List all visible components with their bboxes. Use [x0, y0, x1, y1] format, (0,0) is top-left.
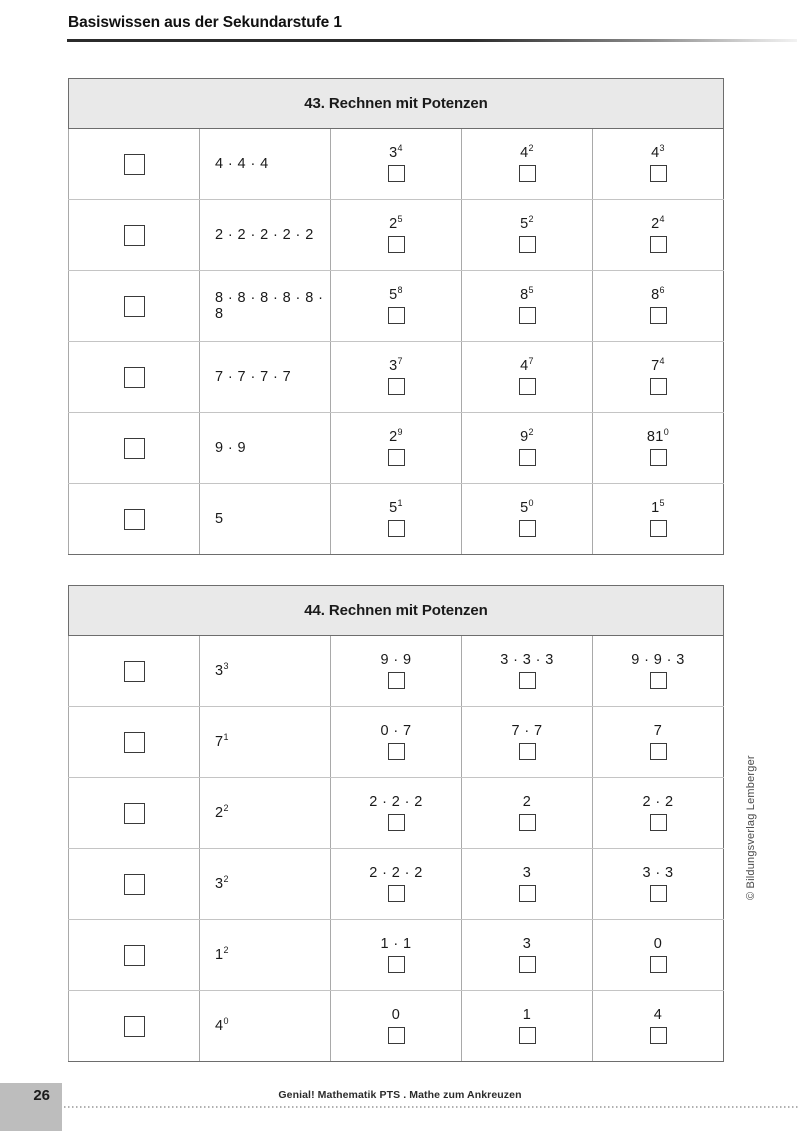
option-cell[interactable]: [593, 707, 724, 778]
option-stack: [462, 724, 592, 761]
row-checkbox[interactable]: [124, 367, 145, 388]
option-cell[interactable]: [593, 991, 724, 1062]
option-text: 3: [522, 864, 532, 881]
term-cell: [200, 920, 331, 991]
term-cell: [200, 849, 331, 920]
row-select-cell: [69, 200, 200, 271]
option-stack: [593, 142, 723, 183]
option-cell[interactable]: [593, 636, 724, 707]
option-checkbox[interactable]: [388, 743, 405, 760]
term-text: 7 · 7 · 7 · 7: [215, 369, 292, 385]
copyright-notice: © Bildungsverlag Lemberger: [745, 755, 757, 900]
option-text: 0: [653, 935, 663, 952]
option-checkbox[interactable]: [650, 520, 667, 537]
option-cell[interactable]: [331, 200, 462, 271]
option-checkbox[interactable]: [650, 1027, 667, 1044]
option-stack: [462, 497, 592, 538]
option-stack: [462, 866, 592, 903]
row-select-cell: [69, 920, 200, 991]
exercise-rows-43: [69, 129, 724, 555]
option-stack: [593, 426, 723, 467]
option-stack: [593, 284, 723, 325]
option-checkbox[interactable]: [519, 672, 536, 689]
option-cell[interactable]: [331, 342, 462, 413]
term-text: $2^2$: [215, 803, 229, 821]
row-checkbox[interactable]: [124, 945, 145, 966]
option-stack: [331, 355, 461, 396]
option-cell[interactable]: [462, 778, 593, 849]
option-stack: [331, 284, 461, 325]
table-row: [69, 991, 724, 1062]
page-number: 26: [33, 1087, 50, 1104]
option-stack: [593, 795, 723, 832]
option-stack: [462, 142, 592, 183]
option-cell[interactable]: [331, 271, 462, 342]
option-checkbox[interactable]: [650, 236, 667, 253]
term-cell: [200, 413, 331, 484]
option-text: 2: [522, 793, 532, 810]
term-cell: [200, 342, 331, 413]
option-cell[interactable]: [462, 129, 593, 200]
option-cell[interactable]: [593, 342, 724, 413]
option-checkbox[interactable]: [650, 672, 667, 689]
option-stack: [462, 284, 592, 325]
option-checkbox[interactable]: [388, 672, 405, 689]
page-header: [68, 14, 800, 42]
table-row: [69, 636, 724, 707]
row-select-cell: [69, 484, 200, 555]
term-text: 4 · 4 · 4: [215, 156, 269, 172]
option-checkbox[interactable]: [519, 236, 536, 253]
row-select-cell: [69, 636, 200, 707]
table-row: [69, 849, 724, 920]
row-select-cell: [69, 129, 200, 200]
option-text: $4^2$: [520, 142, 534, 161]
option-text: 3 · 3 · 3: [500, 651, 554, 668]
term-text: $1^2$: [215, 945, 229, 963]
option-text: 1 · 1: [380, 935, 412, 952]
row-select-cell: [69, 778, 200, 849]
option-checkbox[interactable]: [519, 1027, 536, 1044]
row-checkbox[interactable]: [124, 154, 145, 175]
exercise-rows-44: [69, 636, 724, 1062]
option-stack: [593, 1008, 723, 1045]
table-row: [69, 129, 724, 200]
option-text: $3^4$: [389, 142, 403, 161]
option-cell[interactable]: [462, 271, 593, 342]
option-checkbox[interactable]: [388, 307, 405, 324]
footer-caption: Genial! Mathematik PTS . Mathe zum Ankreuzen: [278, 1089, 522, 1101]
row-checkbox[interactable]: [124, 661, 145, 682]
option-text: $2^5$: [389, 213, 403, 232]
option-stack: [331, 1008, 461, 1045]
option-stack: [331, 426, 461, 467]
option-cell[interactable]: [331, 778, 462, 849]
option-stack: [593, 213, 723, 254]
option-cell[interactable]: [593, 129, 724, 200]
term-text: $7^1$: [215, 732, 229, 750]
option-text: 7: [653, 722, 663, 739]
option-text: $7^4$: [651, 355, 665, 374]
option-checkbox[interactable]: [519, 814, 536, 831]
table-row: [69, 413, 724, 484]
term-cell: [200, 991, 331, 1062]
term-cell: [200, 129, 331, 200]
row-checkbox[interactable]: [124, 225, 145, 246]
exercise-title-43: 43. Rechnen mit Potenzen: [69, 79, 724, 129]
option-checkbox[interactable]: [388, 956, 405, 973]
table-row: [69, 271, 724, 342]
option-stack: [593, 866, 723, 903]
row-select-cell: [69, 849, 200, 920]
table-header-row: [69, 586, 724, 636]
option-cell[interactable]: [593, 778, 724, 849]
option-text: 7 · 7: [511, 722, 543, 739]
option-text: 9 · 9: [380, 651, 412, 668]
option-stack: [593, 724, 723, 761]
option-text: 4: [653, 1006, 663, 1023]
option-cell[interactable]: [462, 200, 593, 271]
term-cell: [200, 707, 331, 778]
term-text: 8 · 8 · 8 · 8 · 8 · 8: [215, 290, 324, 322]
option-stack: [593, 937, 723, 974]
option-checkbox[interactable]: [519, 307, 536, 324]
option-cell[interactable]: [462, 413, 593, 484]
table-row: [69, 778, 724, 849]
option-checkbox[interactable]: [388, 165, 405, 182]
exercise-block-44: [68, 585, 724, 1062]
header-divider-rule: [67, 39, 797, 42]
row-select-cell: [69, 271, 200, 342]
option-cell[interactable]: [462, 849, 593, 920]
option-text: 2 · 2 · 2: [369, 793, 423, 810]
option-text: $8^6$: [651, 284, 665, 303]
option-cell[interactable]: [593, 271, 724, 342]
option-stack: [462, 1008, 592, 1045]
term-cell: [200, 484, 331, 555]
exercise-title-44: 44. Rechnen mit Potenzen: [69, 586, 724, 636]
option-cell[interactable]: [331, 413, 462, 484]
term-cell: [200, 636, 331, 707]
option-cell[interactable]: [331, 991, 462, 1062]
row-checkbox[interactable]: [124, 1016, 145, 1037]
term-cell: [200, 271, 331, 342]
option-text: 0: [391, 1006, 401, 1023]
option-stack: [462, 213, 592, 254]
exercise-table-43: [68, 78, 724, 555]
option-checkbox[interactable]: [650, 307, 667, 324]
option-text: $5^0$: [520, 497, 534, 516]
option-checkbox[interactable]: [650, 378, 667, 395]
table-row: [69, 200, 724, 271]
option-checkbox[interactable]: [388, 520, 405, 537]
option-cell[interactable]: [331, 484, 462, 555]
option-cell[interactable]: [593, 920, 724, 991]
option-checkbox[interactable]: [650, 814, 667, 831]
option-cell[interactable]: [593, 413, 724, 484]
option-cell[interactable]: [462, 920, 593, 991]
option-text: $4^7$: [520, 355, 534, 374]
option-checkbox[interactable]: [519, 520, 536, 537]
option-checkbox[interactable]: [650, 956, 667, 973]
option-stack: [331, 213, 461, 254]
term-text: 2 · 2 · 2 · 2 · 2: [215, 227, 314, 243]
option-checkbox[interactable]: [650, 449, 667, 466]
option-text: 3 · 3: [642, 864, 674, 881]
option-cell[interactable]: [462, 991, 593, 1062]
option-stack: [331, 866, 461, 903]
page-title: Basiswissen aus der Sekundarstufe 1: [68, 14, 342, 31]
table-row: [69, 707, 724, 778]
option-stack: [593, 497, 723, 538]
option-checkbox[interactable]: [519, 956, 536, 973]
term-cell: [200, 200, 331, 271]
option-cell[interactable]: [462, 342, 593, 413]
option-cell[interactable]: [331, 636, 462, 707]
option-stack: [331, 795, 461, 832]
option-stack: [331, 497, 461, 538]
footer-dotted-rule: [0, 1106, 800, 1108]
option-stack: [462, 653, 592, 690]
row-checkbox[interactable]: [124, 803, 145, 824]
option-cell[interactable]: [331, 920, 462, 991]
option-text: $8^5$: [520, 284, 534, 303]
option-checkbox[interactable]: [650, 743, 667, 760]
option-checkbox[interactable]: [650, 885, 667, 902]
option-text: 0 · 7: [380, 722, 412, 739]
option-text: $5^1$: [389, 497, 403, 516]
option-text: $2^4$: [651, 213, 665, 232]
term-text: $3^3$: [215, 661, 229, 679]
option-checkbox[interactable]: [388, 814, 405, 831]
term-cell: [200, 778, 331, 849]
option-stack: [331, 937, 461, 974]
option-checkbox[interactable]: [388, 378, 405, 395]
option-text: $4^3$: [651, 142, 665, 161]
option-checkbox[interactable]: [519, 378, 536, 395]
option-stack: [331, 724, 461, 761]
option-cell[interactable]: [331, 129, 462, 200]
row-checkbox[interactable]: [124, 874, 145, 895]
term-text: $4^0$: [215, 1016, 229, 1034]
option-checkbox[interactable]: [519, 743, 536, 760]
option-stack: [462, 426, 592, 467]
option-stack: [462, 795, 592, 832]
row-select-cell: [69, 342, 200, 413]
option-text: $2^9$: [389, 426, 403, 445]
option-stack: [462, 937, 592, 974]
option-text: $9^2$: [520, 426, 534, 445]
row-checkbox[interactable]: [124, 438, 145, 459]
option-text: 3: [522, 935, 532, 952]
option-cell[interactable]: [593, 849, 724, 920]
option-checkbox[interactable]: [388, 449, 405, 466]
option-text: $1^5$: [651, 497, 665, 516]
exercise-table-44: [68, 585, 724, 1062]
option-cell[interactable]: [462, 636, 593, 707]
row-select-cell: [69, 707, 200, 778]
row-checkbox[interactable]: [124, 509, 145, 530]
table-row: [69, 342, 724, 413]
option-text: 1: [522, 1006, 532, 1023]
option-stack: [331, 653, 461, 690]
row-select-cell: [69, 413, 200, 484]
term-text: 5: [215, 511, 224, 527]
option-stack: [462, 355, 592, 396]
table-header-row: [69, 79, 724, 129]
table-row: [69, 484, 724, 555]
option-checkbox[interactable]: [519, 449, 536, 466]
option-cell[interactable]: [462, 707, 593, 778]
term-text: 9 · 9: [215, 440, 247, 456]
option-cell[interactable]: [331, 849, 462, 920]
option-text: $81^0$: [646, 426, 670, 445]
term-text: $3^2$: [215, 874, 229, 892]
option-cell[interactable]: [593, 200, 724, 271]
option-cell[interactable]: [593, 484, 724, 555]
option-stack: [593, 653, 723, 690]
option-stack: [331, 142, 461, 183]
exercise-block-43: [68, 78, 724, 555]
row-checkbox[interactable]: [124, 732, 145, 753]
option-cell[interactable]: [331, 707, 462, 778]
option-text: 2 · 2: [642, 793, 674, 810]
option-checkbox[interactable]: [388, 236, 405, 253]
option-checkbox[interactable]: [519, 165, 536, 182]
option-text: 9 · 9 · 3: [631, 651, 685, 668]
option-checkbox[interactable]: [519, 885, 536, 902]
option-text: 2 · 2 · 2: [369, 864, 423, 881]
option-text: $5^8$: [389, 284, 403, 303]
option-checkbox[interactable]: [650, 165, 667, 182]
row-select-cell: [69, 991, 200, 1062]
option-checkbox[interactable]: [388, 885, 405, 902]
option-text: $5^2$: [520, 213, 534, 232]
option-stack: [593, 355, 723, 396]
table-row: [69, 920, 724, 991]
option-checkbox[interactable]: [388, 1027, 405, 1044]
option-cell[interactable]: [462, 484, 593, 555]
option-text: $3^7$: [389, 355, 403, 374]
row-checkbox[interactable]: [124, 296, 145, 317]
